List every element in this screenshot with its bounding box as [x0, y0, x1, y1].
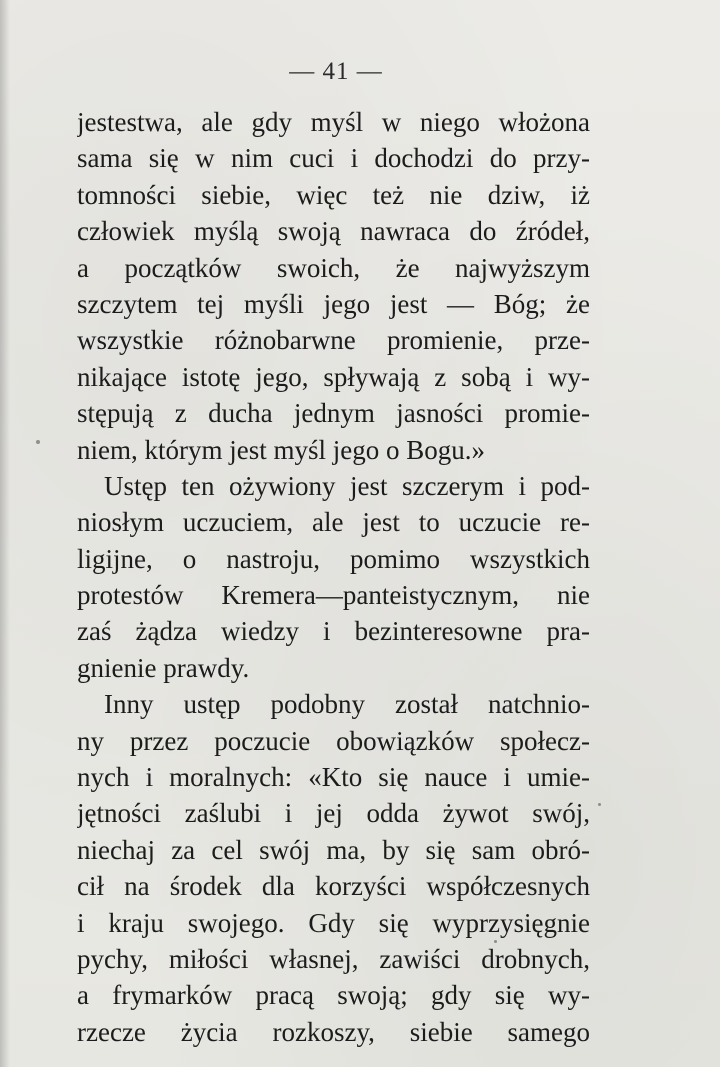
text-line: protestów Kremera—panteistycznym, nie [77, 580, 590, 611]
text-line: sama się w nim cuci i dochodzi do przy- [77, 143, 590, 174]
text-line: niechaj za cel swój ma, by się sam obró- [77, 834, 590, 865]
text-line-paragraph-start: Inny ustęp podobny został natchnio- [104, 689, 590, 720]
text-line: szczytem tej myśli jego jest — Bóg; że [77, 288, 590, 319]
text-line-paragraph-start: Ustęp ten ożywiony jest szczerym i pod- [104, 470, 590, 501]
text-line: a frymarków pracą swoją; gdy się wy- [77, 980, 590, 1011]
text-line: ligijne, o nastroju, pomimo wszystkich [77, 543, 590, 574]
text-line: niem, którym jest myśl jego o Bogu.» [77, 434, 485, 465]
text-line: zaś żądza wiedzy i bezinteresowne pra- [77, 616, 590, 647]
text-line: niosłym uczuciem, ale jest to uczucie re- [77, 507, 590, 538]
page-edge-shadow [0, 0, 10, 1067]
page-number: — 41 — [289, 58, 383, 85]
text-line: nikające istotę jego, spływają z sobą i wy- [77, 361, 590, 392]
paper-speck [598, 803, 601, 806]
body-text [77, 104, 590, 1050]
text-line: a początków swoich, że najwyższym [77, 252, 590, 283]
text-line: cił na środek dla korzyści współczesnych [77, 871, 590, 902]
text-line: ny przez poczucie obowiązków społecz- [77, 725, 590, 756]
text-line: i kraju swojego. Gdy się wyprzysięgnie [77, 907, 590, 938]
paper-speck [494, 940, 497, 943]
text-line: jestestwa, ale gdy myśl w niego włożona [77, 107, 590, 137]
text-line: gnienie prawdy. [77, 652, 250, 683]
text-line: człowiek myślą swoją nawraca do źródeł, [77, 216, 590, 247]
text-line: jętności zaślubi i jej odda żywot swój, [77, 798, 590, 829]
paper-speck [36, 440, 40, 444]
text-line: stępują z ducha jednym jasności promie- [77, 398, 590, 429]
text-line: wszystkie różnobarwne promienie, prze- [77, 325, 590, 356]
text-line: tomności siebie, więc też nie dziw, iż [77, 179, 590, 210]
text-line: pychy, miłości własnej, zawiści drobnych, [77, 943, 590, 974]
text-line: rzecze życia rozkoszy, siebie samego [77, 1016, 590, 1047]
text-line: nych i moralnych: «Kto się nauce i umie- [77, 762, 590, 793]
